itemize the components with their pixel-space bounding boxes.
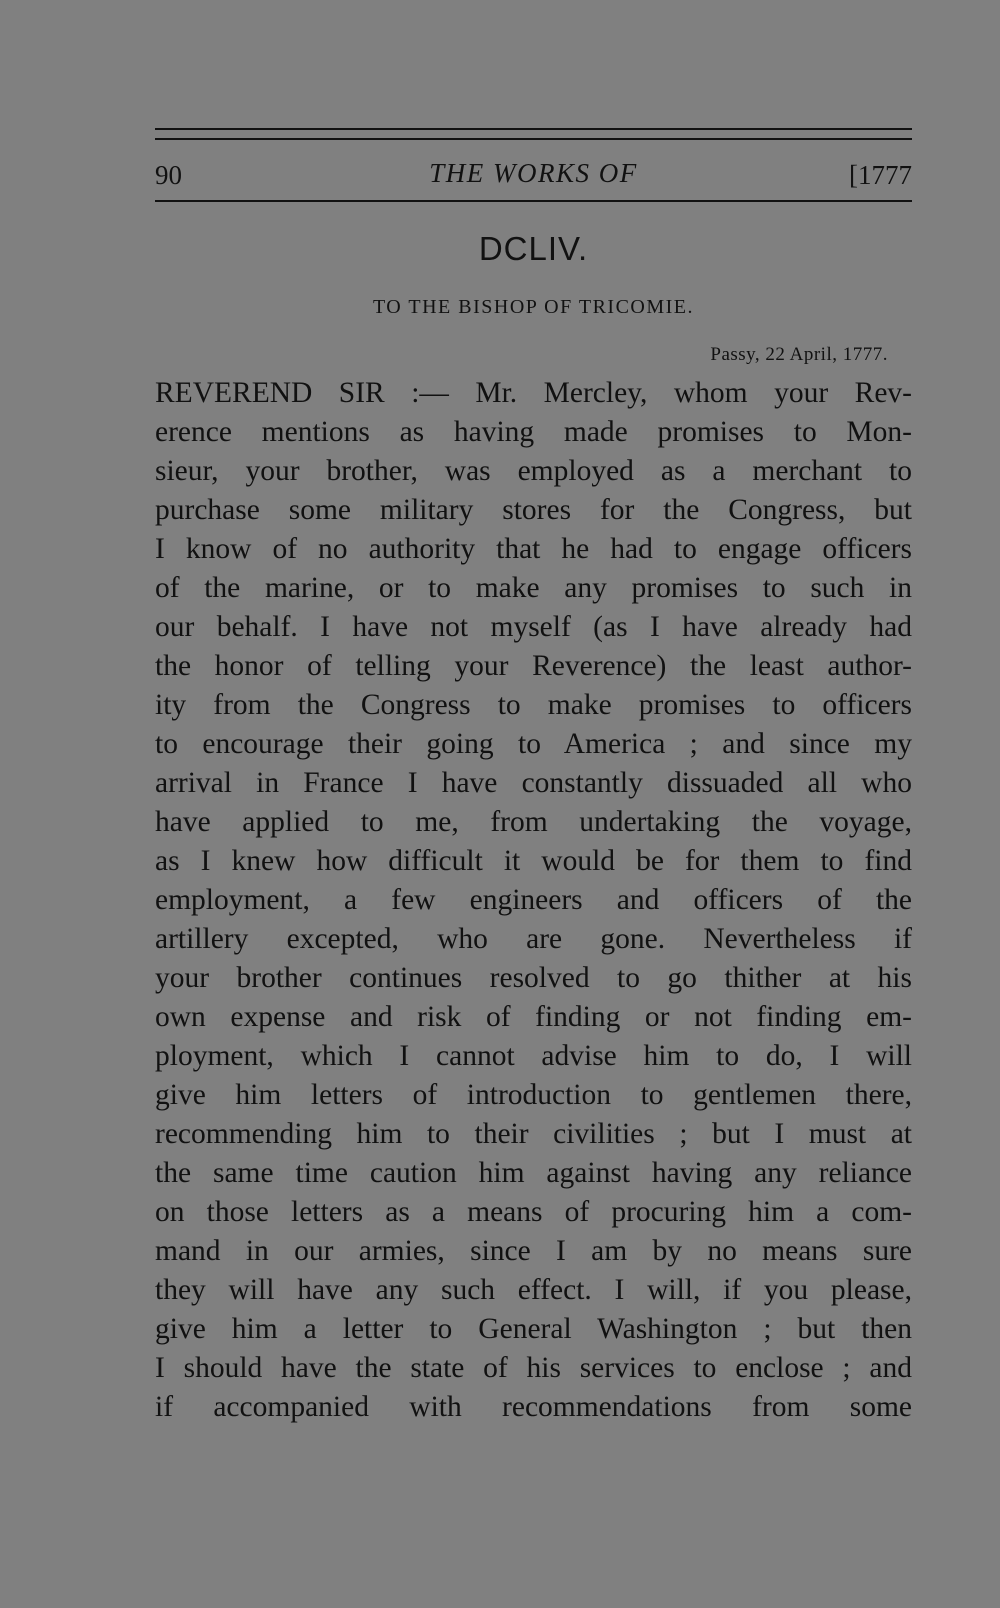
text-line: mand in our armies, since I am by no means sure: [155, 1235, 912, 1267]
running-head: [155, 154, 912, 200]
text-line: our behalf. I have not myself (as I have already had: [155, 611, 912, 643]
text-line: of the marine, or to make any promises to such in: [155, 572, 912, 604]
text-line: as I knew how difficult it would be for them to find: [155, 845, 912, 877]
text-line: I should have the state of his services to enclose ; and: [155, 1352, 912, 1384]
text-line: artillery excepted, who are gone. Nevertheless if: [155, 923, 912, 955]
letter-dateline: Passy, 22 April, 1777.: [710, 344, 888, 365]
header-rule: [155, 200, 912, 202]
text-line: arrival in France I have constantly dissuaded all who: [155, 767, 912, 799]
text-line: ployment, which I cannot advise him to do, I will: [155, 1040, 912, 1072]
page-number: 90: [155, 160, 182, 190]
text-line: REVEREND SIR :— Mr. Mercley, whom your Rev-: [155, 377, 912, 409]
text-line: on those letters as a means of procuring him a com-: [155, 1196, 912, 1228]
text-line: the honor of telling your Reverence) the least author-: [155, 650, 912, 682]
text-line: purchase some military stores for the Congress, but: [155, 494, 912, 526]
text-line: give him letters of introduction to gentlemen there,: [155, 1079, 912, 1111]
text-line: recommending him to their civilities ; but I must at: [155, 1118, 912, 1150]
text-line: the same time caution him against having any reliance: [155, 1157, 912, 1189]
text-line: employment, a few engineers and officers of the: [155, 884, 912, 916]
text-line: own expense and risk of finding or not finding em-: [155, 1001, 912, 1033]
text-line: I know of no authority that he had to engage officers: [155, 533, 912, 565]
running-year: [1777: [849, 160, 912, 190]
text-line: your brother continues resolved to go thither at his: [155, 962, 912, 994]
text-line: they will have any such effect. I will, if you please,: [155, 1274, 912, 1306]
letter-body: [155, 374, 912, 1427]
running-title: THE WORKS OF: [429, 158, 638, 188]
text-line: give him a letter to General Washington ; but then: [155, 1313, 912, 1345]
text-line: sieur, your brother, was employed as a merchant to: [155, 455, 912, 487]
text-line: erence mentions as having made promises to Mon-: [155, 416, 912, 448]
header-double-rule: [155, 128, 912, 140]
text-line: have applied to me, from undertaking the voyage,: [155, 806, 912, 838]
letter-addressee: TO THE BISHOP OF TRICOMIE.: [372, 296, 695, 318]
letter-number: DCLIV.: [478, 230, 589, 267]
text-line: ity from the Congress to make promises to officers: [155, 689, 912, 721]
text-line: to encourage their going to America ; and since my: [155, 728, 912, 760]
book-page: [155, 128, 912, 1427]
text-line: if accompanied with recommendations from some: [155, 1391, 912, 1423]
